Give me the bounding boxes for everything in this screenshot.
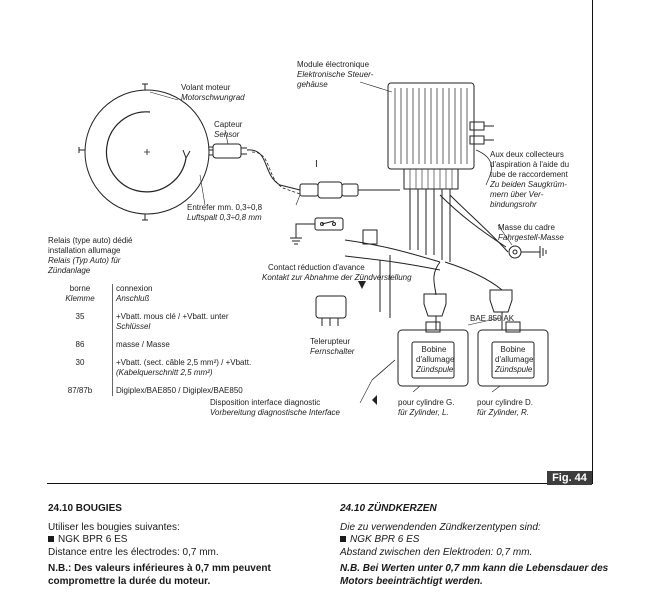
- teleruptor: [316, 296, 346, 318]
- relay-title-2: installation allumage: [48, 246, 121, 255]
- row-connection: [113, 312, 320, 332]
- head-v: [113, 284, 320, 304]
- row-terminal: 86: [48, 340, 113, 350]
- cyl-g-de: für Zylinder, L.: [398, 408, 449, 417]
- advance-de: Kontakt zur Abnahme der Zündverstellung: [262, 273, 412, 282]
- spark-plugs-de: [340, 503, 612, 588]
- cyl-right-label: [477, 398, 533, 418]
- coil-left-label: [416, 345, 455, 375]
- row-terminal: 30: [48, 358, 113, 378]
- head-k-de: Klemme: [65, 294, 95, 303]
- flywheel-label-de: Motorschwungrad: [181, 93, 245, 102]
- intake-de-2: mern über Ver-: [490, 190, 544, 199]
- module-label: [297, 60, 373, 90]
- intake-label: [490, 150, 569, 210]
- bullet-square-icon: [340, 536, 346, 542]
- flywheel-label-fr: Volant moteur: [181, 83, 231, 92]
- row-connection: [113, 358, 320, 378]
- relay-title-1: Relais (type auto) dédié: [48, 236, 133, 245]
- module-label-de-1: Elektronische Steuer-: [297, 70, 374, 79]
- note-de: N.B. Bei Werten unter 0,7 mm kann die Lebensdauer des Motors beeinträchtigt werden.: [340, 563, 609, 587]
- intake-fr-2: d'aspiration à l'aide du: [490, 160, 570, 169]
- intake-fr-3: tube de raccordement: [490, 170, 568, 179]
- row-connection-2: Schlüssel: [116, 322, 151, 331]
- head-k-fr: borne: [69, 284, 91, 293]
- relay-title-3: Relais (Typ Auto) für: [48, 256, 121, 265]
- coil-left-1: Bobine: [421, 345, 447, 354]
- intake-de-3: bindungsrohr: [490, 200, 537, 209]
- spark-plugs-fr: [48, 503, 320, 588]
- diag-de: Vorbereitung diagnostische Interface: [210, 408, 341, 417]
- intake-de-1: Zu beiden Saugkrüm-: [490, 180, 567, 189]
- section-heading-de: 24.10 ZÜNDKERZEN: [340, 503, 437, 514]
- row-connection-1: +Vbatt. mous clé / +Vbatt. unter: [116, 312, 229, 321]
- intake-fr-1: Aux deux collecteurs: [490, 150, 564, 159]
- head-v-fr: connexion: [116, 284, 153, 293]
- plug-type-de-text: NGK BPR 6 ES: [350, 534, 420, 545]
- advance-label: [262, 263, 412, 283]
- coil-right-1: Bobine: [500, 345, 526, 354]
- cyl-left-label: [398, 398, 454, 418]
- plugs-intro-de: Die zu verwendenden Zündkerzentypen sind:: [340, 521, 541, 533]
- plugs-intro-fr: Utiliser les bougies suivantes:: [48, 521, 180, 533]
- plug-type-fr: [48, 534, 320, 547]
- gap-label: [187, 203, 262, 223]
- row-connection-1: +Vbatt. (sect. câble 2,5 mm²) / +Vbatt.: [116, 358, 252, 367]
- relay-title: [48, 236, 133, 276]
- relay-title-4: Zündanlage: [48, 266, 91, 275]
- module-label-de-2: gehäuse: [297, 80, 328, 89]
- electrode-gap-de: Abstand zwischen den Elektroden: 0,7 mm.: [340, 546, 533, 558]
- plug-type-fr-text: NGK BPR 6 ES: [58, 534, 128, 545]
- ground-label: [498, 223, 564, 243]
- head-k: [48, 284, 113, 304]
- row-connection: Digiplex/BAE850 / Digiplex/BAE850: [116, 386, 243, 395]
- table-row: [48, 358, 319, 378]
- teleruptor-fr: Telerupteur: [310, 337, 351, 346]
- head-v-de: Anschluß: [116, 294, 150, 303]
- row-connection: masse / Masse: [116, 340, 170, 349]
- electrode-gap-fr: Distance entre les électrodes: 0,7 mm.: [48, 546, 219, 558]
- advance-fr: Contact réduction d'avance: [268, 263, 365, 272]
- module-label-fr: Module électronique: [297, 60, 370, 69]
- cyl-d-de: für Zylinder, R.: [477, 408, 530, 417]
- ground-fr: Masse du cadre: [498, 223, 555, 232]
- coil-left-2: d'allumage: [416, 355, 455, 364]
- teleruptor-de: Fernschalter: [310, 347, 355, 356]
- coil-right-label: [495, 345, 534, 375]
- note-fr: N.B.: Des valeurs inférieures à 0,7 mm peuvent compromettre la durée du moteur.: [48, 563, 271, 587]
- plug-type-de: [340, 534, 612, 547]
- table-row: [48, 340, 319, 350]
- figure-label: Fig. 44: [547, 471, 592, 485]
- sensor-label: [214, 120, 242, 140]
- flywheel-label: [181, 83, 245, 103]
- diag-fr: Disposition interface diagnostic: [210, 398, 321, 407]
- coil-right-2: d'allumage: [495, 355, 534, 364]
- sensor: [213, 144, 241, 158]
- sensor-cable: [247, 150, 300, 190]
- sensor-label-de: Sensor: [214, 130, 240, 139]
- gap-label-de: Luftspalt 0,3÷0,8 mm: [187, 213, 262, 222]
- sensor-label-fr: Capteur: [214, 120, 243, 129]
- cyl-g-fr: pour cylindre G.: [398, 398, 455, 407]
- relay-table: [48, 284, 319, 396]
- row-connection-2: (Kabelquerschnitt 2,5 mm²): [116, 368, 213, 377]
- marker-i: I: [315, 159, 318, 170]
- gap-label-fr: Entrefer mm. 0,3÷0,8: [187, 203, 263, 212]
- section-heading-fr: 24.10 BOUGIES: [48, 503, 122, 514]
- diag-label: [210, 398, 340, 418]
- row-terminal: 87/87b: [48, 386, 113, 396]
- bae-label: BAE 850 AK: [470, 314, 515, 323]
- bullet-square-icon: [48, 536, 54, 542]
- cyl-d-fr: pour cylindre D.: [477, 398, 534, 407]
- coil-left-3: Zündspule: [416, 365, 454, 374]
- table-row: [48, 312, 319, 332]
- table-row: [48, 386, 319, 396]
- coil-right-3: Zündspule: [495, 365, 533, 374]
- relay-table-head: [48, 284, 319, 304]
- row-terminal: 35: [48, 312, 113, 332]
- ground-de: Fahrgestell-Masse: [498, 233, 564, 242]
